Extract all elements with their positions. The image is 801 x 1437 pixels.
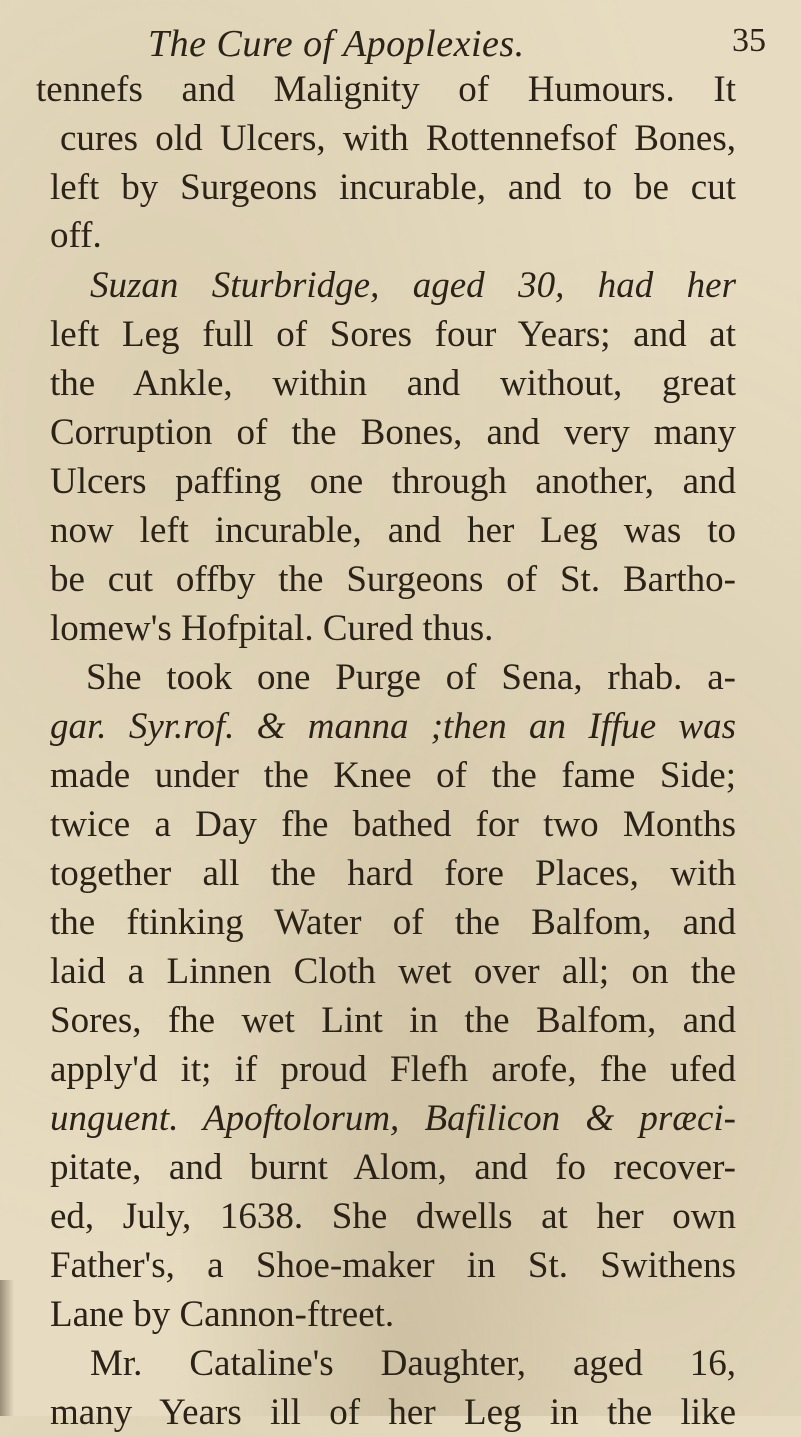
text-line: She took one Purge of Sena, rhab. a- [86,657,736,698]
text-line: laid a Linnen Cloth wet over all; on the [50,951,736,992]
text-line: apply'd it; if proud Flefh arofe, fhe ufed [50,1049,736,1090]
page-number: 35 [732,22,766,59]
text-line: Mr. Cataline's Daughter, aged 16, [90,1343,736,1384]
text-line: Father's, a Shoe-maker in St. Swithens [50,1245,736,1286]
text-line: lomew's Hofpital. Cured thus. [50,608,494,649]
text-line: gar. Syr.rof. & manna ;then an Iffue was [50,706,736,747]
text-line: Lane by Cannon-ftreet. [50,1294,395,1335]
text-line: be cut offby the Surgeons of St. Bartho- [50,559,736,600]
text-line: cures old Ulcers, with Rottennefsof Bones, [60,118,736,159]
text-line: many Years ill of her Leg in the like [50,1392,736,1433]
text-line: Sores, fhe wet Lint in the Balfom, and [50,1000,736,1041]
page-edge-shadow [0,1280,14,1416]
text-line: together all the hard fore Places, with [50,853,736,894]
text-line: Ulcers paffing one through another, and [50,461,736,502]
text-line: twice a Day fhe bathed for two Months [50,804,736,845]
text-line: tennefs and Malignity of Humours. It [36,69,736,110]
text-line: made under the Knee of the fame Side; [50,755,736,796]
text-line: ed, July, 1638. She dwells at her own [50,1196,736,1237]
text-line: left by Surgeons incurable, and to be cut [50,167,736,208]
text-line: the Ankle, within and without, great [50,363,736,404]
running-title: The Cure of Apoplexies. [148,23,525,65]
text-line: pitate, and burnt Alom, and fo recover- [50,1147,736,1188]
text-line: Suzan Sturbridge, aged 30, had her [90,265,736,306]
text-line: Corruption of the Bones, and very many [50,412,736,453]
text-line: unguent. Apoftolorum, Bafilicon & præci- [50,1098,736,1139]
text-line: the ftinking Water of the Balfom, and [50,902,736,943]
text-line: left Leg full of Sores four Years; and at [50,314,736,355]
text-line: now left incurable, and her Leg was to [50,510,736,551]
text-line: off. [50,215,102,256]
